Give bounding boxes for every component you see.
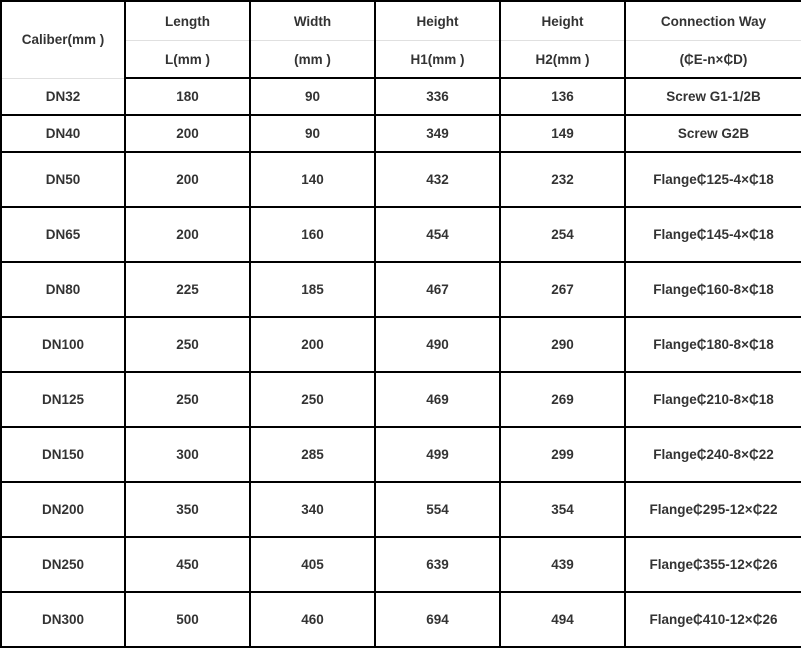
cell-h2: 299: [500, 427, 625, 482]
cell-h2: 354: [500, 482, 625, 537]
cell-width: 200: [250, 317, 375, 372]
cell-h1: 454: [375, 207, 500, 262]
cell-width: 250: [250, 372, 375, 427]
header-h1-unit: H1(mm ): [375, 41, 500, 79]
cell-caliber: DN100: [1, 317, 125, 372]
cell-caliber: DN65: [1, 207, 125, 262]
cell-caliber: DN80: [1, 262, 125, 317]
header-length: Length: [125, 1, 250, 41]
cell-h1: 349: [375, 115, 500, 152]
cell-connection: Screw G2B: [625, 115, 801, 152]
table-row: [1, 207, 801, 262]
table-row: [1, 372, 801, 427]
cell-h2: 290: [500, 317, 625, 372]
header-height-1: Height: [375, 1, 500, 41]
cell-length: 200: [125, 152, 250, 207]
cell-length: 200: [125, 207, 250, 262]
cell-connection: Flange₵160-8×₵18: [625, 262, 801, 317]
table-row: [1, 262, 801, 317]
cell-h1: 336: [375, 78, 500, 115]
cell-caliber: DN150: [1, 427, 125, 482]
header-connection-format: (₵E-n×₵D): [625, 41, 801, 79]
cell-width: 405: [250, 537, 375, 592]
header-height-2: Height: [500, 1, 625, 41]
table-row: [1, 152, 801, 207]
cell-width: 90: [250, 115, 375, 152]
cell-length: 250: [125, 317, 250, 372]
cell-h2: 149: [500, 115, 625, 152]
cell-width: 185: [250, 262, 375, 317]
cell-h1: 432: [375, 152, 500, 207]
cell-width: 140: [250, 152, 375, 207]
cell-connection: Flange₵145-4×₵18: [625, 207, 801, 262]
cell-h2: 254: [500, 207, 625, 262]
table-row: [1, 537, 801, 592]
cell-h1: 639: [375, 537, 500, 592]
cell-caliber: DN40: [1, 115, 125, 152]
header-width-unit: (mm ): [250, 41, 375, 79]
cell-h1: 469: [375, 372, 500, 427]
cell-length: 450: [125, 537, 250, 592]
table-row: [1, 592, 801, 647]
cell-length: 250: [125, 372, 250, 427]
cell-connection: Flange₵410-12×₵26: [649, 612, 778, 627]
cell-h1: 490: [375, 317, 500, 372]
cell-h2: 136: [500, 78, 625, 115]
header-h2-unit: H2(mm ): [500, 41, 625, 79]
cell-length: 300: [125, 427, 250, 482]
table-row: [1, 482, 801, 537]
cell-length: 500: [125, 592, 250, 647]
cell-h2: 269: [500, 372, 625, 427]
cell-h1: 467: [375, 262, 500, 317]
cell-width: 90: [250, 78, 375, 115]
cell-length: 350: [125, 482, 250, 537]
cell-connection: Flange₵355-12×₵26: [625, 537, 801, 592]
header-connection-way: Connection Way: [625, 1, 801, 41]
header-caliber: Caliber(mm ): [1, 1, 125, 78]
cell-caliber: DN50: [1, 152, 125, 207]
cell-width: 285: [250, 427, 375, 482]
cell-width: 460: [250, 592, 375, 647]
cell-h1: 499: [375, 427, 500, 482]
cell-connection: Flange₵240-8×₵22: [625, 427, 801, 482]
header-width: Width: [250, 1, 375, 41]
cell-caliber: DN32: [1, 78, 125, 115]
cell-connection: Flange₵125-4×₵18: [625, 152, 801, 207]
cell-h1: 694: [375, 592, 500, 647]
table-row: [1, 427, 801, 482]
cell-caliber: DN125: [1, 372, 125, 427]
cell-connection: Screw G1-1/2B: [625, 78, 801, 115]
cell-h1: 554: [375, 482, 500, 537]
table-row: [1, 115, 801, 152]
header-length-unit: L(mm ): [125, 41, 250, 79]
table-row: [1, 317, 801, 372]
cell-h2: 494: [500, 592, 625, 647]
cell-width: 340: [250, 482, 375, 537]
cell-h2: 439: [500, 537, 625, 592]
cell-connection: Flange₵210-8×₵18: [625, 372, 801, 427]
cell-connection: Flange₵295-12×₵22: [625, 482, 801, 537]
cell-h2: 267: [500, 262, 625, 317]
cell-caliber: DN250: [1, 537, 125, 592]
cell-width: 160: [250, 207, 375, 262]
cell-length: 180: [125, 78, 250, 115]
cell-h2: 232: [500, 152, 625, 207]
cell-caliber: DN200: [1, 482, 125, 537]
cell-connection: Flange₵180-8×₵18: [625, 317, 801, 372]
cell-caliber: DN300: [1, 592, 125, 647]
table-row: [1, 78, 801, 115]
cell-length: 225: [125, 262, 250, 317]
header-row-top: [1, 1, 801, 41]
cell-length: 200: [125, 115, 250, 152]
